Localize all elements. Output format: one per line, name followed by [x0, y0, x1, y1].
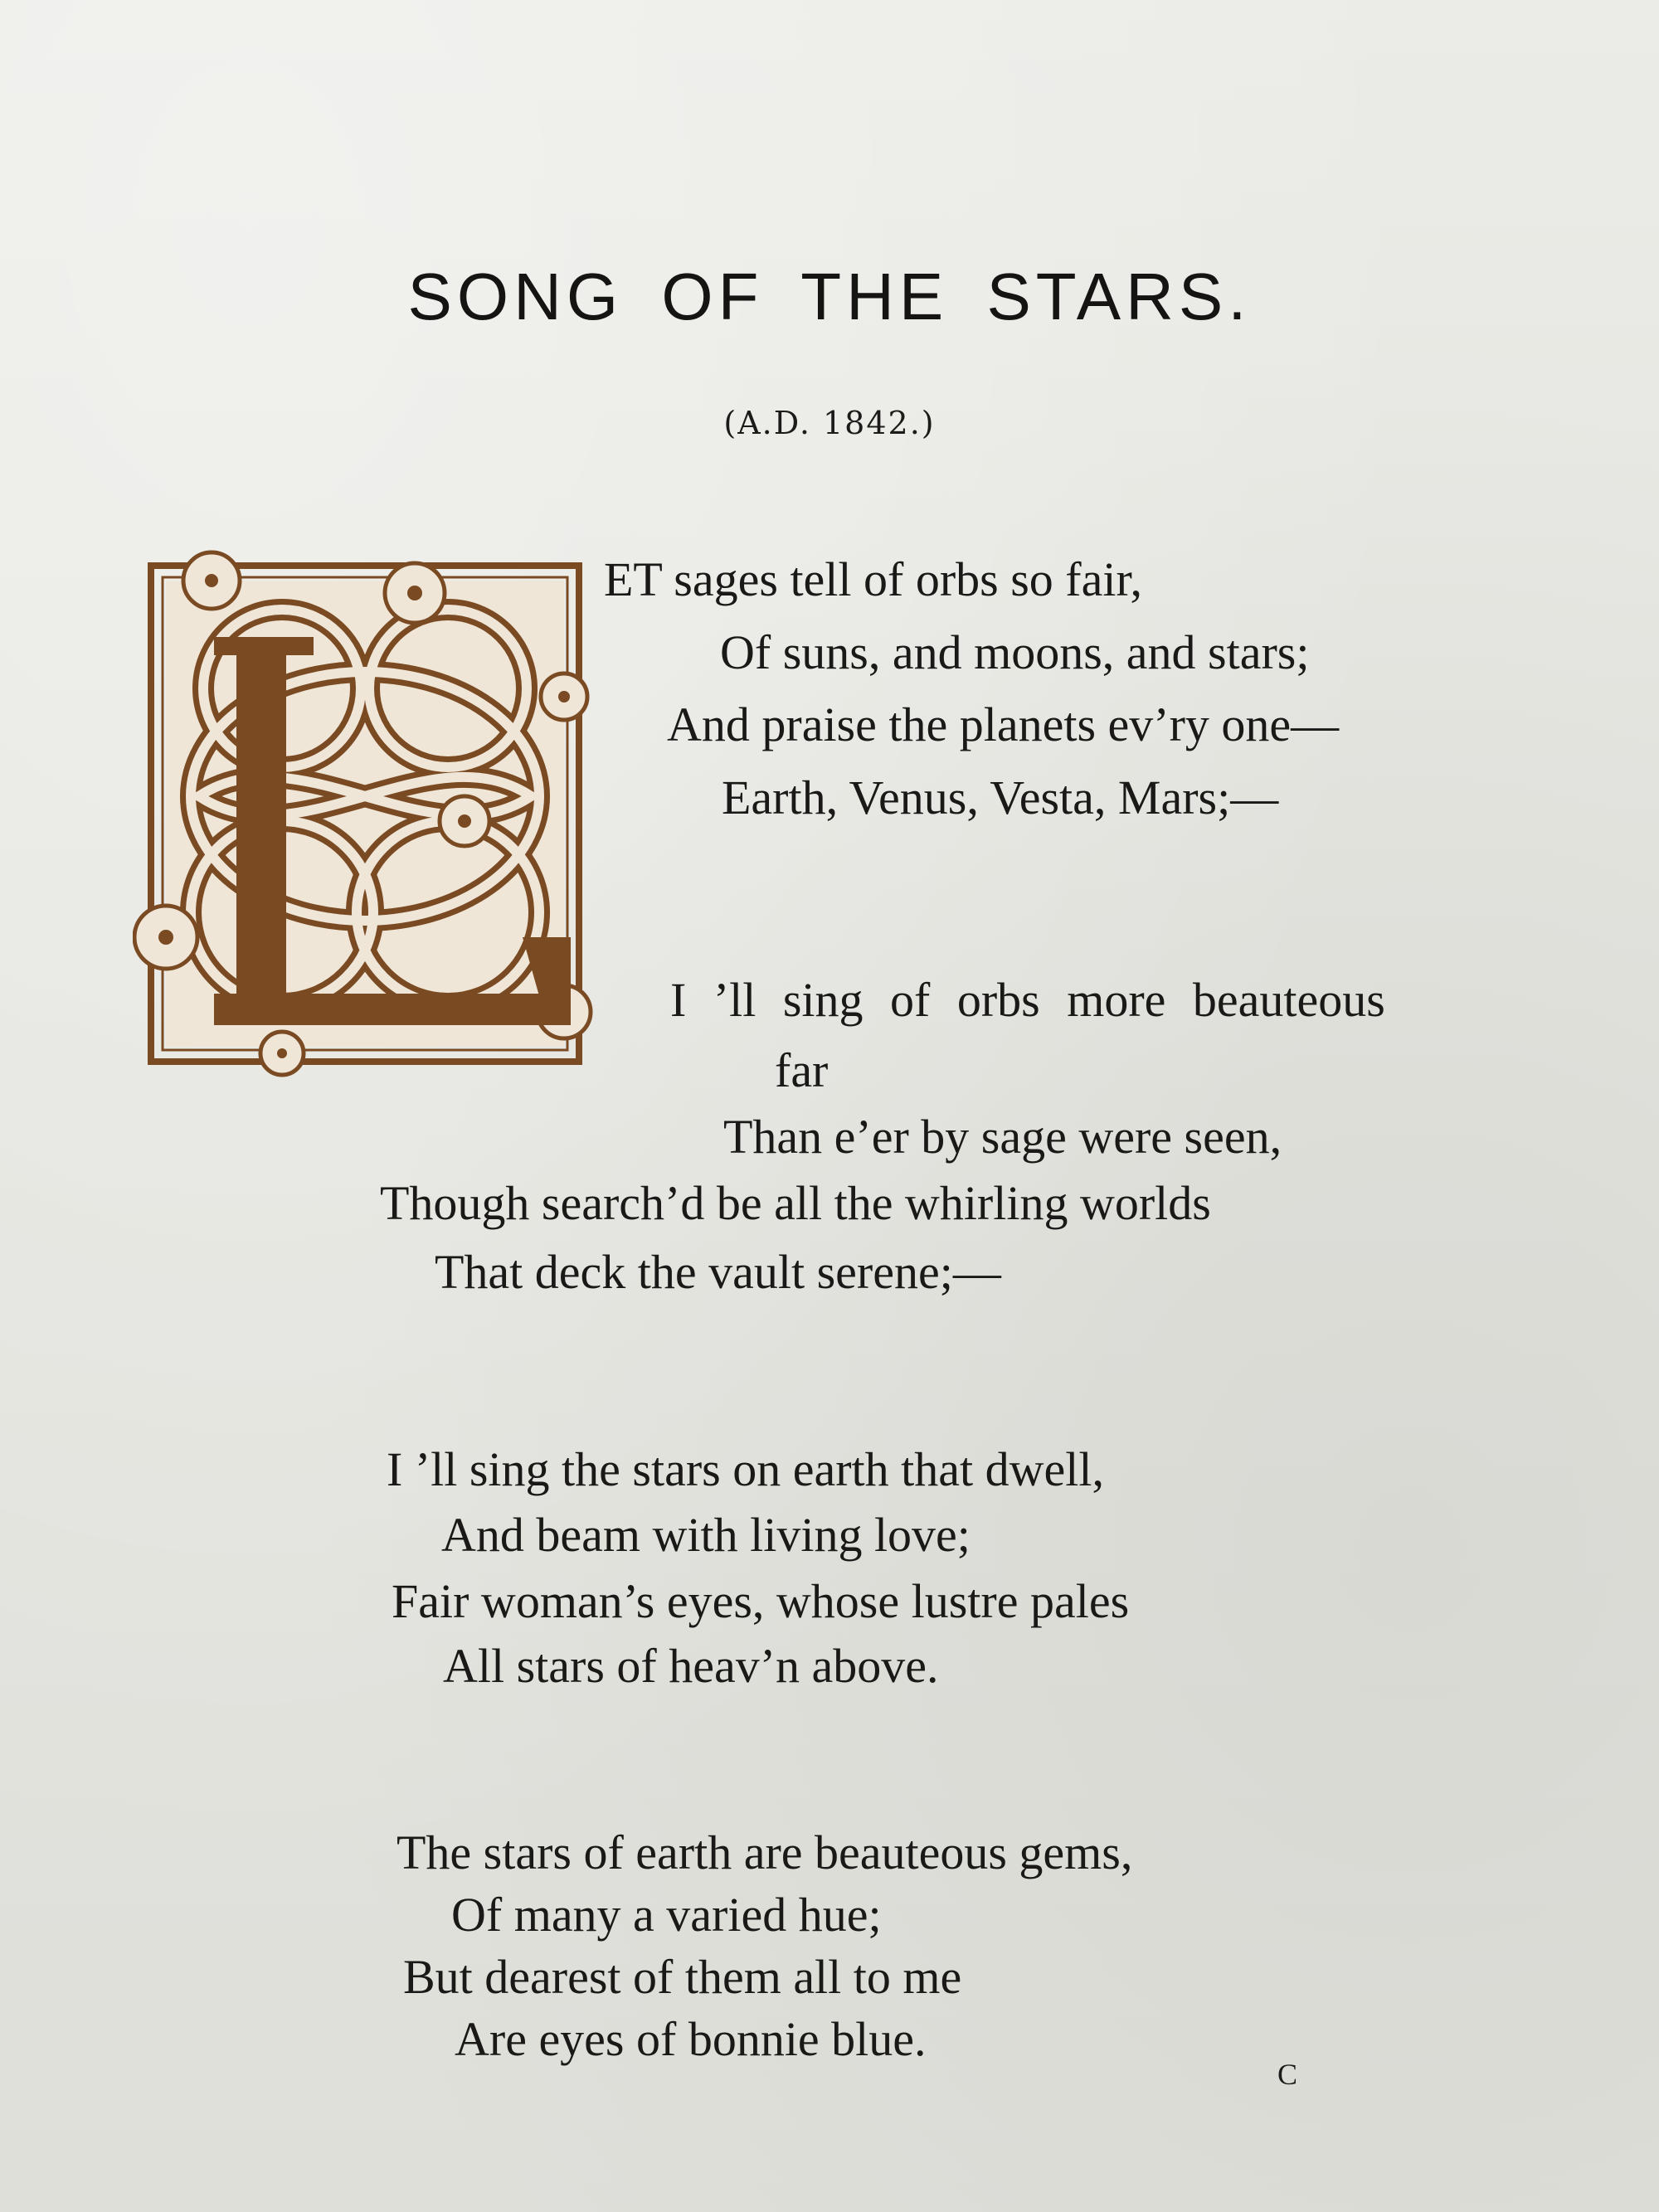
stanza-3-line-4: All stars of heav’n above.	[443, 1639, 939, 1693]
stanza-4-line-4: Are eyes of bonnie blue.	[455, 2012, 927, 2066]
stanza-3-line-2: And beam with living love;	[441, 1508, 971, 1562]
stanza-4-line-2: Of many a varied hue;	[451, 1888, 882, 1942]
stanza-2-line-2: far	[775, 1043, 829, 1097]
poem-date: (A.D. 1842.)	[723, 405, 936, 441]
decorated-initial-letter	[133, 547, 597, 1082]
stanza-2-line-1: I ’ll sing of orbs more beauteous	[670, 973, 1385, 1027]
stanza-1-line-2: Of suns, and moons, and stars;	[720, 625, 1310, 679]
stanza-2-line-4: Though search’d be all the whirling worlds	[380, 1176, 1211, 1230]
stanza-2-line-3: Than e’er by sage were seen,	[723, 1110, 1282, 1164]
stanza-1-line-4: Earth, Venus, Vesta, Mars;—	[722, 771, 1279, 824]
stanza-2-line-5: That deck the vault serene;—	[435, 1245, 1001, 1299]
stanza-1-line-3: And praise the planets ev’ry one—	[667, 698, 1340, 751]
stanza-3-line-1: I ’ll sing the stars on earth that dwell,	[387, 1442, 1104, 1496]
stanza-1-line-1: ET sages tell of orbs so fair,	[604, 552, 1142, 606]
signature-mark: C	[1277, 2058, 1298, 2091]
illuminated-l-icon	[133, 547, 597, 1082]
stanza-3-line-3: Fair woman’s eyes, whose lustre pales	[392, 1574, 1130, 1628]
stanza-4-line-3: But dearest of them all to me	[403, 1950, 962, 2004]
poem-title: SONG OF THE STARS.	[407, 260, 1252, 333]
stanza-4-line-1: The stars of earth are beauteous gems,	[397, 1826, 1133, 1879]
